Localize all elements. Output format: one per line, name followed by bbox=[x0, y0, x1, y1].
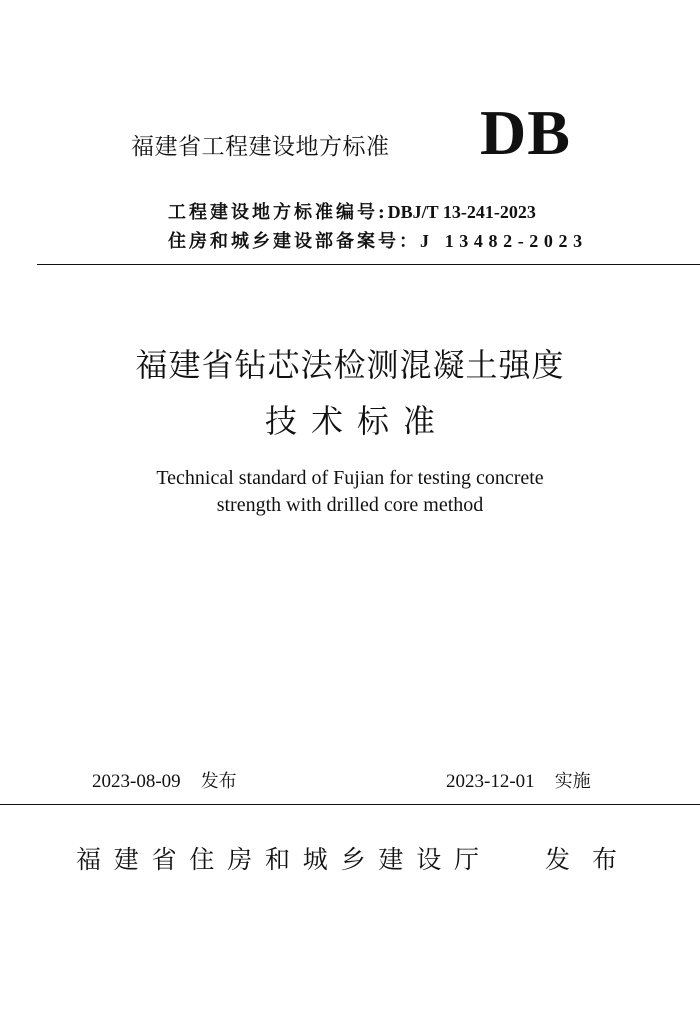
standard-category-label: 福建省工程建设地方标准 bbox=[131, 134, 390, 160]
filing-number: J 13482-2023 bbox=[420, 231, 588, 251]
standard-number-label: 工程建设地方标准编号: bbox=[168, 202, 388, 223]
publisher-name: 福建省住房和城乡建设厅 bbox=[76, 845, 492, 874]
implement-date: 2023-12-01 bbox=[446, 771, 535, 792]
issue-date-block bbox=[92, 767, 237, 793]
publish-label: 发布 bbox=[545, 845, 640, 874]
db-standard-logo: DB bbox=[480, 97, 571, 168]
filing-number-label: 住房和城乡建设部备案号： bbox=[168, 231, 420, 252]
issue-date: 2023-08-09 bbox=[92, 771, 181, 792]
standard-number-line bbox=[168, 198, 536, 224]
footer-divider bbox=[0, 804, 700, 805]
standard-number: DBJ/T 13-241-2023 bbox=[387, 202, 536, 222]
implement-date-block bbox=[446, 767, 591, 793]
title-chinese-line-2: 技术标准 bbox=[264, 402, 449, 440]
issue-label: 发布 bbox=[200, 771, 237, 792]
filing-number-line bbox=[168, 227, 588, 253]
title-chinese-line-1: 福建省钻芯法检测混凝土强度 bbox=[135, 346, 565, 384]
header-divider bbox=[37, 264, 700, 265]
implement-label: 实施 bbox=[554, 771, 591, 792]
title-english-line-2: strength with drilled core method bbox=[216, 494, 484, 516]
title-english-line-1: Technical standard of Fujian for testing concrete bbox=[156, 467, 544, 489]
